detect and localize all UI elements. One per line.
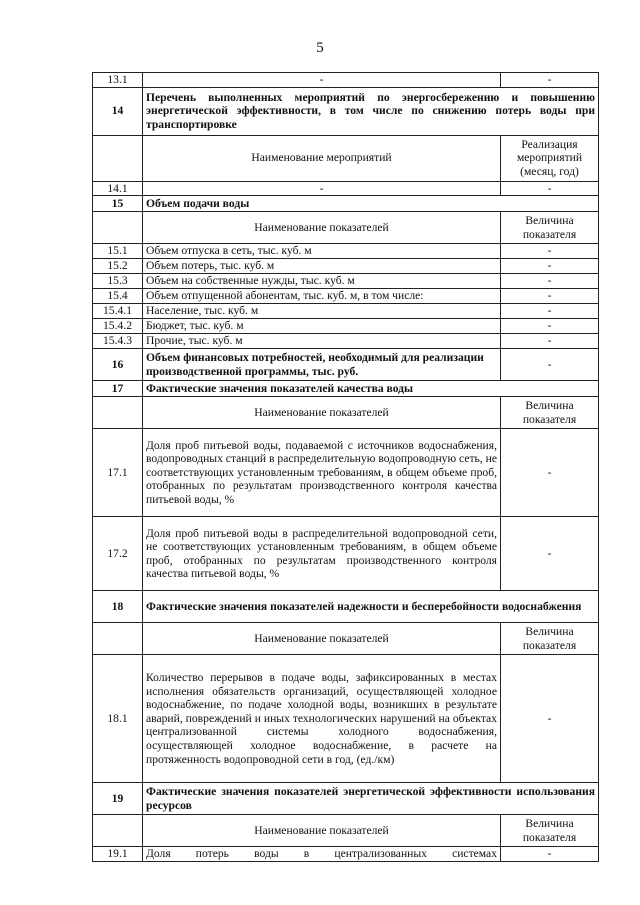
section-title: Объем подачи воды: [143, 196, 599, 212]
section-header: [93, 87, 599, 135]
section-title: Перечень выполненных мероприятий по энергосбережению и повышению энергетической эффективности, в том числе по снижению потерь воды при транспортировке: [143, 87, 599, 135]
row-value: -: [501, 73, 599, 88]
row-number: 15.1: [93, 244, 143, 259]
row-text: Население, тыс. куб. м: [143, 304, 501, 319]
row-value: -: [501, 181, 599, 196]
column-header-row: [93, 135, 599, 181]
table-row: [93, 319, 599, 334]
column-header-name: Наименование показателей: [143, 212, 501, 244]
row-number: 15.2: [93, 259, 143, 274]
row-number: 14.1: [93, 181, 143, 196]
table-row: [93, 429, 599, 517]
row-value: -: [501, 334, 599, 349]
page-number: 5: [316, 40, 324, 56]
row-text: Количество перерывов в подаче воды, зафиксированных в местах исполнения обязательств организаций, осуществляющей холодное водоснабжение, по подаче холодной воды, возникших в результате аварий, повреждений и иных технологических нарушений на объектах централизованной системы холодного водоснабжения, осуществляющей холодное водоснабжение, в расчете на протяженность водопроводной сети в год, (ед./км): [143, 655, 501, 783]
section-header: [93, 196, 599, 212]
row-value: -: [501, 304, 599, 319]
section-title: Фактические значения показателей энергетической эффективности использования ресурсов: [143, 783, 599, 815]
row-value: -: [501, 429, 599, 517]
row-text: -: [143, 73, 501, 88]
row-number: 15.4.2: [93, 319, 143, 334]
column-header-row: [93, 397, 599, 429]
section-number: 14: [93, 87, 143, 135]
table-row: [93, 244, 599, 259]
table-row: [93, 304, 599, 319]
row-text: Объем потерь, тыс. куб. м: [143, 259, 501, 274]
column-header-value: Величина показателя: [501, 815, 599, 847]
row-text: Объем на собственные нужды, тыс. куб. м: [143, 274, 501, 289]
row-value: -: [501, 289, 599, 304]
row-number: 15.4.3: [93, 334, 143, 349]
column-header-name: Наименование показателей: [143, 397, 501, 429]
row-text: Объем отпущенной абонентам, тыс. куб. м, в том числе:: [143, 289, 501, 304]
section-header: [93, 783, 599, 815]
section-number: 17: [93, 381, 143, 397]
row-value: -: [501, 274, 599, 289]
table-row: [93, 334, 599, 349]
row-number: 15.4.1: [93, 304, 143, 319]
row-text: Объем отпуска в сеть, тыс. куб. м: [143, 244, 501, 259]
row-number: 17.2: [93, 517, 143, 591]
table-row: [93, 517, 599, 591]
row-text: Бюджет, тыс. куб. м: [143, 319, 501, 334]
row-text: Доля проб питьевой воды в распределительной водопроводной сети, не соответствующих установленным требованиям, в общем объеме проб, отобранных по результатам производственного контроля качества питьевой воды, %: [143, 517, 501, 591]
row-number: 15.3: [93, 274, 143, 289]
column-header-value: Величина показателя: [501, 397, 599, 429]
row-text: Доля потерь воды в централизованных системах: [143, 847, 501, 862]
table-row: [93, 181, 599, 196]
column-header-value: Величина показателя: [501, 212, 599, 244]
row-text: -: [143, 181, 501, 196]
row-number: 18.1: [93, 655, 143, 783]
row-value: -: [501, 517, 599, 591]
row-value: -: [501, 349, 599, 381]
row-number: 15.4: [93, 289, 143, 304]
row-value: -: [501, 847, 599, 862]
section-number: 19: [93, 783, 143, 815]
column-header-name: Наименование показателей: [143, 623, 501, 655]
row-text: Прочие, тыс. куб. м: [143, 334, 501, 349]
table-row: [93, 259, 599, 274]
column-header-row: [93, 623, 599, 655]
row-text: Доля проб питьевой воды, подаваемой с источников водоснабжения, водопроводных станций в распределительную водопроводную сеть, не соответствующих установленным требованиям, в общем объеме проб, отобранных по результатам производственного контроля качества питьевой воды, %: [143, 429, 501, 517]
section-header: [93, 349, 599, 381]
table-row: [93, 73, 599, 88]
row-number: 19.1: [93, 847, 143, 862]
table-row: [93, 274, 599, 289]
section-number: 15: [93, 196, 143, 212]
table-row: [93, 847, 599, 862]
section-number: 16: [93, 349, 143, 381]
section-number: 18: [93, 591, 143, 623]
section-title: Объем финансовых потребностей, необходимый для реализации производственной программы, тыс. руб.: [143, 349, 501, 381]
row-number: 17.1: [93, 429, 143, 517]
row-value: -: [501, 655, 599, 783]
table-row: [93, 289, 599, 304]
row-value: -: [501, 244, 599, 259]
section-title: Фактические значения показателей качества воды: [143, 381, 599, 397]
section-title: Фактические значения показателей надежности и бесперебойности водоснабжения: [143, 591, 599, 623]
column-header-name: Наименование мероприятий: [143, 135, 501, 181]
section-header: [93, 591, 599, 623]
column-header-row: [93, 815, 599, 847]
column-header-row: [93, 212, 599, 244]
column-header-value: Величина показателя: [501, 623, 599, 655]
table-row: [93, 655, 599, 783]
row-value: -: [501, 259, 599, 274]
row-value: -: [501, 319, 599, 334]
report-table: [92, 72, 599, 862]
column-header-value: Реализация мероприятий (месяц, год): [501, 135, 599, 181]
column-header-name: Наименование показателей: [143, 815, 501, 847]
section-header: [93, 381, 599, 397]
row-number: 13.1: [93, 73, 143, 88]
